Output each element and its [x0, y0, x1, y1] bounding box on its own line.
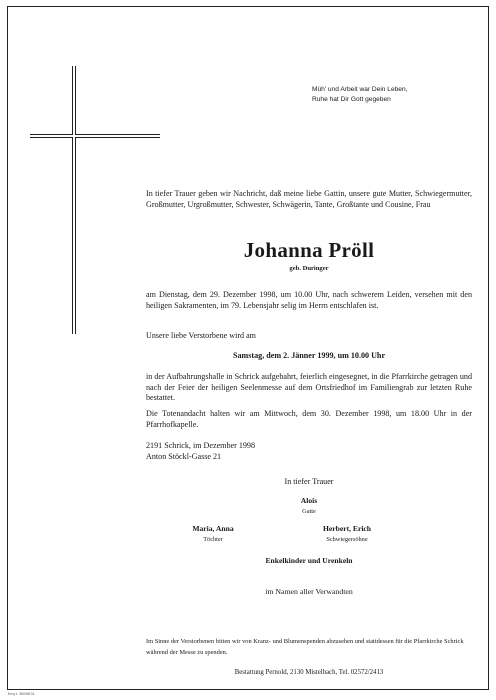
print-code: Erny t. 350/98 01 — [8, 692, 35, 696]
motto — [312, 85, 472, 105]
cross-horizontal-beam — [30, 134, 160, 138]
mourner-role: Gatte — [302, 508, 316, 515]
grandchildren: Enkelkinder und Urenkeln — [265, 556, 353, 565]
deceased-name: Johanna Pröll — [243, 238, 375, 262]
mourner-name: Herbert, Erich — [322, 524, 372, 533]
mourner-role: Schwiegersöhne — [326, 536, 368, 543]
intro-text: In tiefer Trauer geben wir Nachricht, daß meine liebe Gattin, unsere gute Mutter, Schwiegermutter, Großmutter, Urgroßmutter, Schwester, Schwägerin, Tante, Großtante und Cousine, Frau — [146, 189, 472, 209]
maiden-name: geb. Duringer — [289, 265, 329, 272]
death-notice: am Dienstag, dem 29. Dezember 1998, um 10.00 Uhr, nach schwerem Leiden, versehen mit den heiligen Sakramenten, im 79. Lebensjahr selig im Herrn entschlafen ist. — [146, 290, 472, 310]
mourner-role: Töchter — [203, 536, 223, 543]
relatives: im Namen aller Verwandten — [265, 587, 353, 596]
mourner-spouse — [249, 496, 369, 515]
donation-note: Im Sinne der Verstorbenen bitten wir von Kranz- und Blumenspenden abzusehen und stattdessen für die Pfarrkirche Schrick während der Messe zu spenden. — [146, 638, 464, 656]
mourning-heading: In tiefer Trauer — [284, 477, 334, 486]
funeral-date: Samstag, dem 2. Jänner 1999, um 10.00 Uhr — [232, 351, 386, 360]
mourner-name: Alois — [300, 496, 318, 505]
funeral-intro: Unsere liebe Verstorbene wird am — [146, 331, 256, 340]
mourner-daughters — [153, 524, 273, 543]
funeral-details: in der Aufbahrungshalle in Schrick aufgebahrt, feierlich eingesegnet, in die Pfarrkirche getragen und nach der Feier der heiligen Seelenmesse auf dem Ortsfriedhof im Familiengrab zur letzten Ruhe bestattet. — [146, 372, 472, 403]
cross-intersection — [73, 134, 75, 138]
motto-line-1: Müh' und Arbeit war Dein Leben, — [312, 86, 408, 93]
address: Anton Stöckl-Gasse 21 — [146, 452, 222, 461]
motto-line-2: Ruhe hat Dir Gott gegeben — [312, 96, 391, 103]
vigil-notice: Die Totenandacht halten wir am Mittwoch, dem 30. Dezember 1998, um 18.00 Uhr in der Pfarrhofkapelle. — [146, 409, 472, 429]
undertaker: Bestattung Pernold, 2130 Mistelbach, Tel. 02572/2413 — [234, 669, 384, 676]
mourner-sons-in-law — [287, 524, 407, 543]
mourner-name: Maria, Anna — [192, 524, 234, 533]
cross-vertical-beam — [72, 66, 76, 334]
place-date: 2191 Schrick, im Dezember 1998 — [146, 441, 256, 450]
